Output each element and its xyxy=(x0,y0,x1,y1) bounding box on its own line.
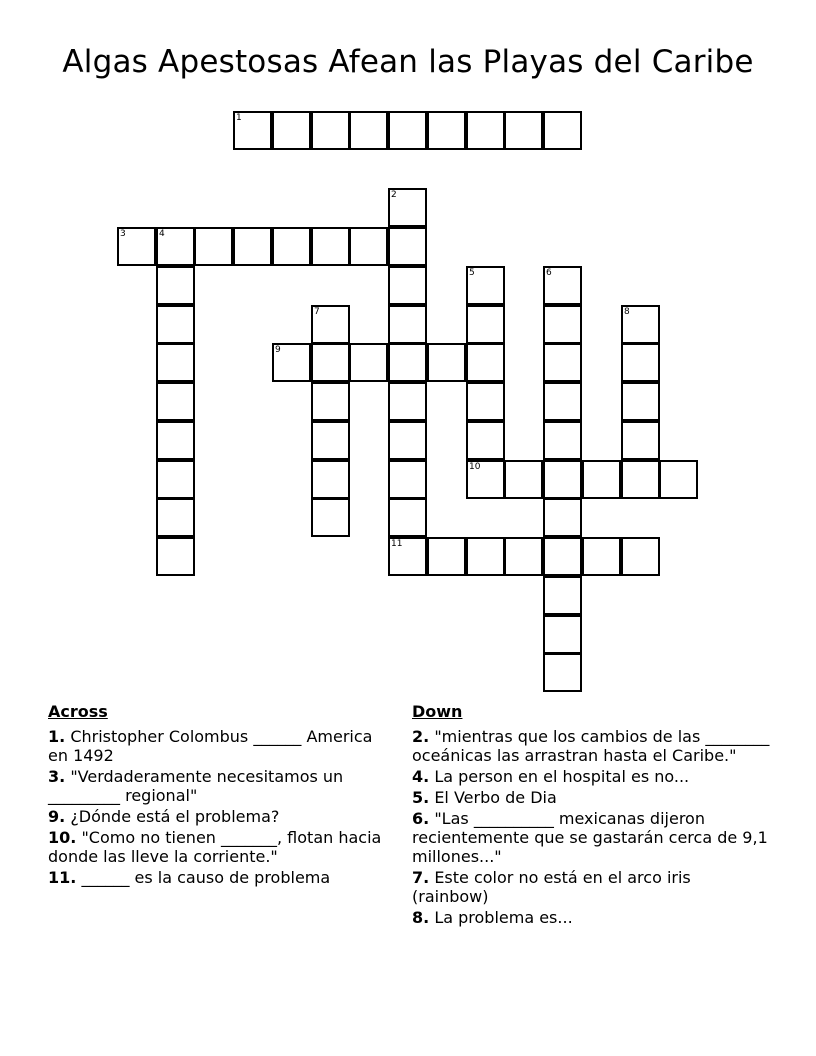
grid-cell[interactable] xyxy=(427,537,466,576)
clue-number: 7. xyxy=(412,868,430,887)
grid-cell[interactable] xyxy=(504,460,543,499)
clue-number-label: 1 xyxy=(236,113,242,123)
across-clue-9 xyxy=(48,807,388,826)
grid-cell[interactable] xyxy=(388,266,427,305)
grid-cell[interactable] xyxy=(621,421,660,460)
grid-cell[interactable] xyxy=(388,537,427,576)
grid-cell[interactable] xyxy=(388,188,427,227)
across-heading: Across xyxy=(48,702,108,721)
clue-text: La person en el hospital es no... xyxy=(434,767,690,786)
grid-cell[interactable] xyxy=(311,382,350,421)
grid-cell[interactable] xyxy=(504,537,543,576)
clue-text: La problema es... xyxy=(434,908,573,927)
grid-cell[interactable] xyxy=(272,227,311,266)
down-clue-7 xyxy=(412,868,772,906)
clue-number-label: 7 xyxy=(314,307,320,317)
grid-cell[interactable] xyxy=(504,111,543,150)
grid-cell[interactable] xyxy=(621,460,660,499)
grid-cell[interactable] xyxy=(466,266,505,305)
clue-number-label: 8 xyxy=(624,307,630,317)
grid-cell[interactable] xyxy=(543,266,582,305)
down-clue-8 xyxy=(412,908,772,927)
grid-cell[interactable] xyxy=(233,227,272,266)
grid-cell[interactable] xyxy=(388,227,427,266)
grid-cell[interactable] xyxy=(427,343,466,382)
clue-text: El Verbo de Dia xyxy=(434,788,557,807)
clue-text: "Las __________ mexicanas dijeron recientemente que se gastarán cerca de 9,1 millones..." xyxy=(412,809,768,866)
grid-cell[interactable] xyxy=(311,111,350,150)
clue-number: 6. xyxy=(412,809,430,828)
grid-cell[interactable] xyxy=(388,421,427,460)
grid-cell[interactable] xyxy=(466,111,505,150)
grid-cell[interactable] xyxy=(543,498,582,537)
grid-cell[interactable] xyxy=(621,537,660,576)
down-clue-2 xyxy=(412,727,772,765)
grid-cell[interactable] xyxy=(466,382,505,421)
grid-cell[interactable] xyxy=(156,227,195,266)
clue-number: 10. xyxy=(48,828,77,847)
page-title: Algas Apestosas Afean las Playas del Caribe xyxy=(62,44,754,80)
grid-cell[interactable] xyxy=(543,305,582,344)
clue-text: "Verdaderamente necesitamos un _________ regional" xyxy=(48,767,344,805)
clue-number: 1. xyxy=(48,727,66,746)
clue-number-label: 2 xyxy=(391,190,397,200)
clue-number-label: 11 xyxy=(391,539,403,549)
grid-cell[interactable] xyxy=(311,460,350,499)
clue-text: ¿Dónde está el problema? xyxy=(70,807,280,826)
grid-cell[interactable] xyxy=(659,460,698,499)
grid-cell[interactable] xyxy=(543,615,582,654)
grid-cell[interactable] xyxy=(388,305,427,344)
grid-cell[interactable] xyxy=(388,460,427,499)
clue-text: ______ es la causo de problema xyxy=(81,868,331,887)
clue-number-label: 10 xyxy=(469,462,481,472)
grid-cell[interactable] xyxy=(349,111,388,150)
clue-number: 2. xyxy=(412,727,430,746)
grid-cell[interactable] xyxy=(466,305,505,344)
grid-cell[interactable] xyxy=(311,305,350,344)
clue-number: 4. xyxy=(412,767,430,786)
grid-cell[interactable] xyxy=(156,305,195,344)
clue-number: 5. xyxy=(412,788,430,807)
grid-cell[interactable] xyxy=(621,305,660,344)
grid-cell[interactable] xyxy=(272,111,311,150)
grid-cell[interactable] xyxy=(349,227,388,266)
grid-cell[interactable] xyxy=(194,227,233,266)
down-clue-4 xyxy=(412,767,772,786)
grid-cell[interactable] xyxy=(543,343,582,382)
grid-cell[interactable] xyxy=(388,343,427,382)
grid-cell[interactable] xyxy=(117,227,156,266)
across-clue-10 xyxy=(48,828,388,866)
grid-cell[interactable] xyxy=(466,460,505,499)
down-clues xyxy=(412,702,772,929)
clue-number-label: 3 xyxy=(120,229,126,239)
across-clues xyxy=(48,702,388,889)
clue-number-label: 4 xyxy=(159,229,165,239)
clue-text: Este color no está en el arco iris (rainbow) xyxy=(412,868,691,906)
clue-number: 3. xyxy=(48,767,66,786)
grid-cell[interactable] xyxy=(349,343,388,382)
grid-cell[interactable] xyxy=(156,382,195,421)
grid-cell[interactable] xyxy=(388,498,427,537)
grid-cell[interactable] xyxy=(156,460,195,499)
grid-cell[interactable] xyxy=(621,382,660,421)
grid-cell[interactable] xyxy=(311,421,350,460)
grid-cell[interactable] xyxy=(543,537,582,576)
grid-cell[interactable] xyxy=(543,111,582,150)
grid-cell[interactable] xyxy=(543,421,582,460)
down-clue-6 xyxy=(412,809,772,866)
clue-number: 8. xyxy=(412,908,430,927)
clue-number-label: 5 xyxy=(469,268,475,278)
grid-cell[interactable] xyxy=(311,227,350,266)
grid-cell[interactable] xyxy=(582,460,621,499)
clue-text: "Como no tienen _______, flotan hacia donde las lleve la corriente." xyxy=(48,828,382,866)
clue-text: "mientras que los cambios de las ________ oceánicas las arrastran hasta el Caribe." xyxy=(412,727,770,765)
clue-number-label: 9 xyxy=(275,345,281,355)
grid-cell[interactable] xyxy=(156,498,195,537)
grid-cell[interactable] xyxy=(543,382,582,421)
grid-cell[interactable] xyxy=(156,421,195,460)
grid-cell[interactable] xyxy=(311,343,350,382)
down-heading: Down xyxy=(412,702,463,721)
clue-text: Christopher Colombus ______ America en 1492 xyxy=(48,727,373,765)
grid-cell[interactable] xyxy=(427,111,466,150)
clue-number-label: 6 xyxy=(546,268,552,278)
grid-cell[interactable] xyxy=(156,266,195,305)
grid-cell[interactable] xyxy=(311,498,350,537)
clue-number: 9. xyxy=(48,807,66,826)
grid-cell[interactable] xyxy=(543,653,582,692)
grid-cell[interactable] xyxy=(272,343,311,382)
grid-cell[interactable] xyxy=(156,537,195,576)
clue-number: 11. xyxy=(48,868,77,887)
across-clue-3 xyxy=(48,767,388,805)
grid-cell[interactable] xyxy=(466,537,505,576)
grid-cell[interactable] xyxy=(621,343,660,382)
grid-cell[interactable] xyxy=(156,343,195,382)
grid-cell[interactable] xyxy=(388,111,427,150)
grid-cell[interactable] xyxy=(582,537,621,576)
across-clue-11 xyxy=(48,868,388,887)
down-clue-5 xyxy=(412,788,772,807)
grid-cell[interactable] xyxy=(233,111,272,150)
grid-cell[interactable] xyxy=(388,382,427,421)
grid-cell[interactable] xyxy=(543,576,582,615)
grid-cell[interactable] xyxy=(466,343,505,382)
grid-cell[interactable] xyxy=(466,421,505,460)
across-clue-1 xyxy=(48,727,388,765)
grid-cell[interactable] xyxy=(543,460,582,499)
